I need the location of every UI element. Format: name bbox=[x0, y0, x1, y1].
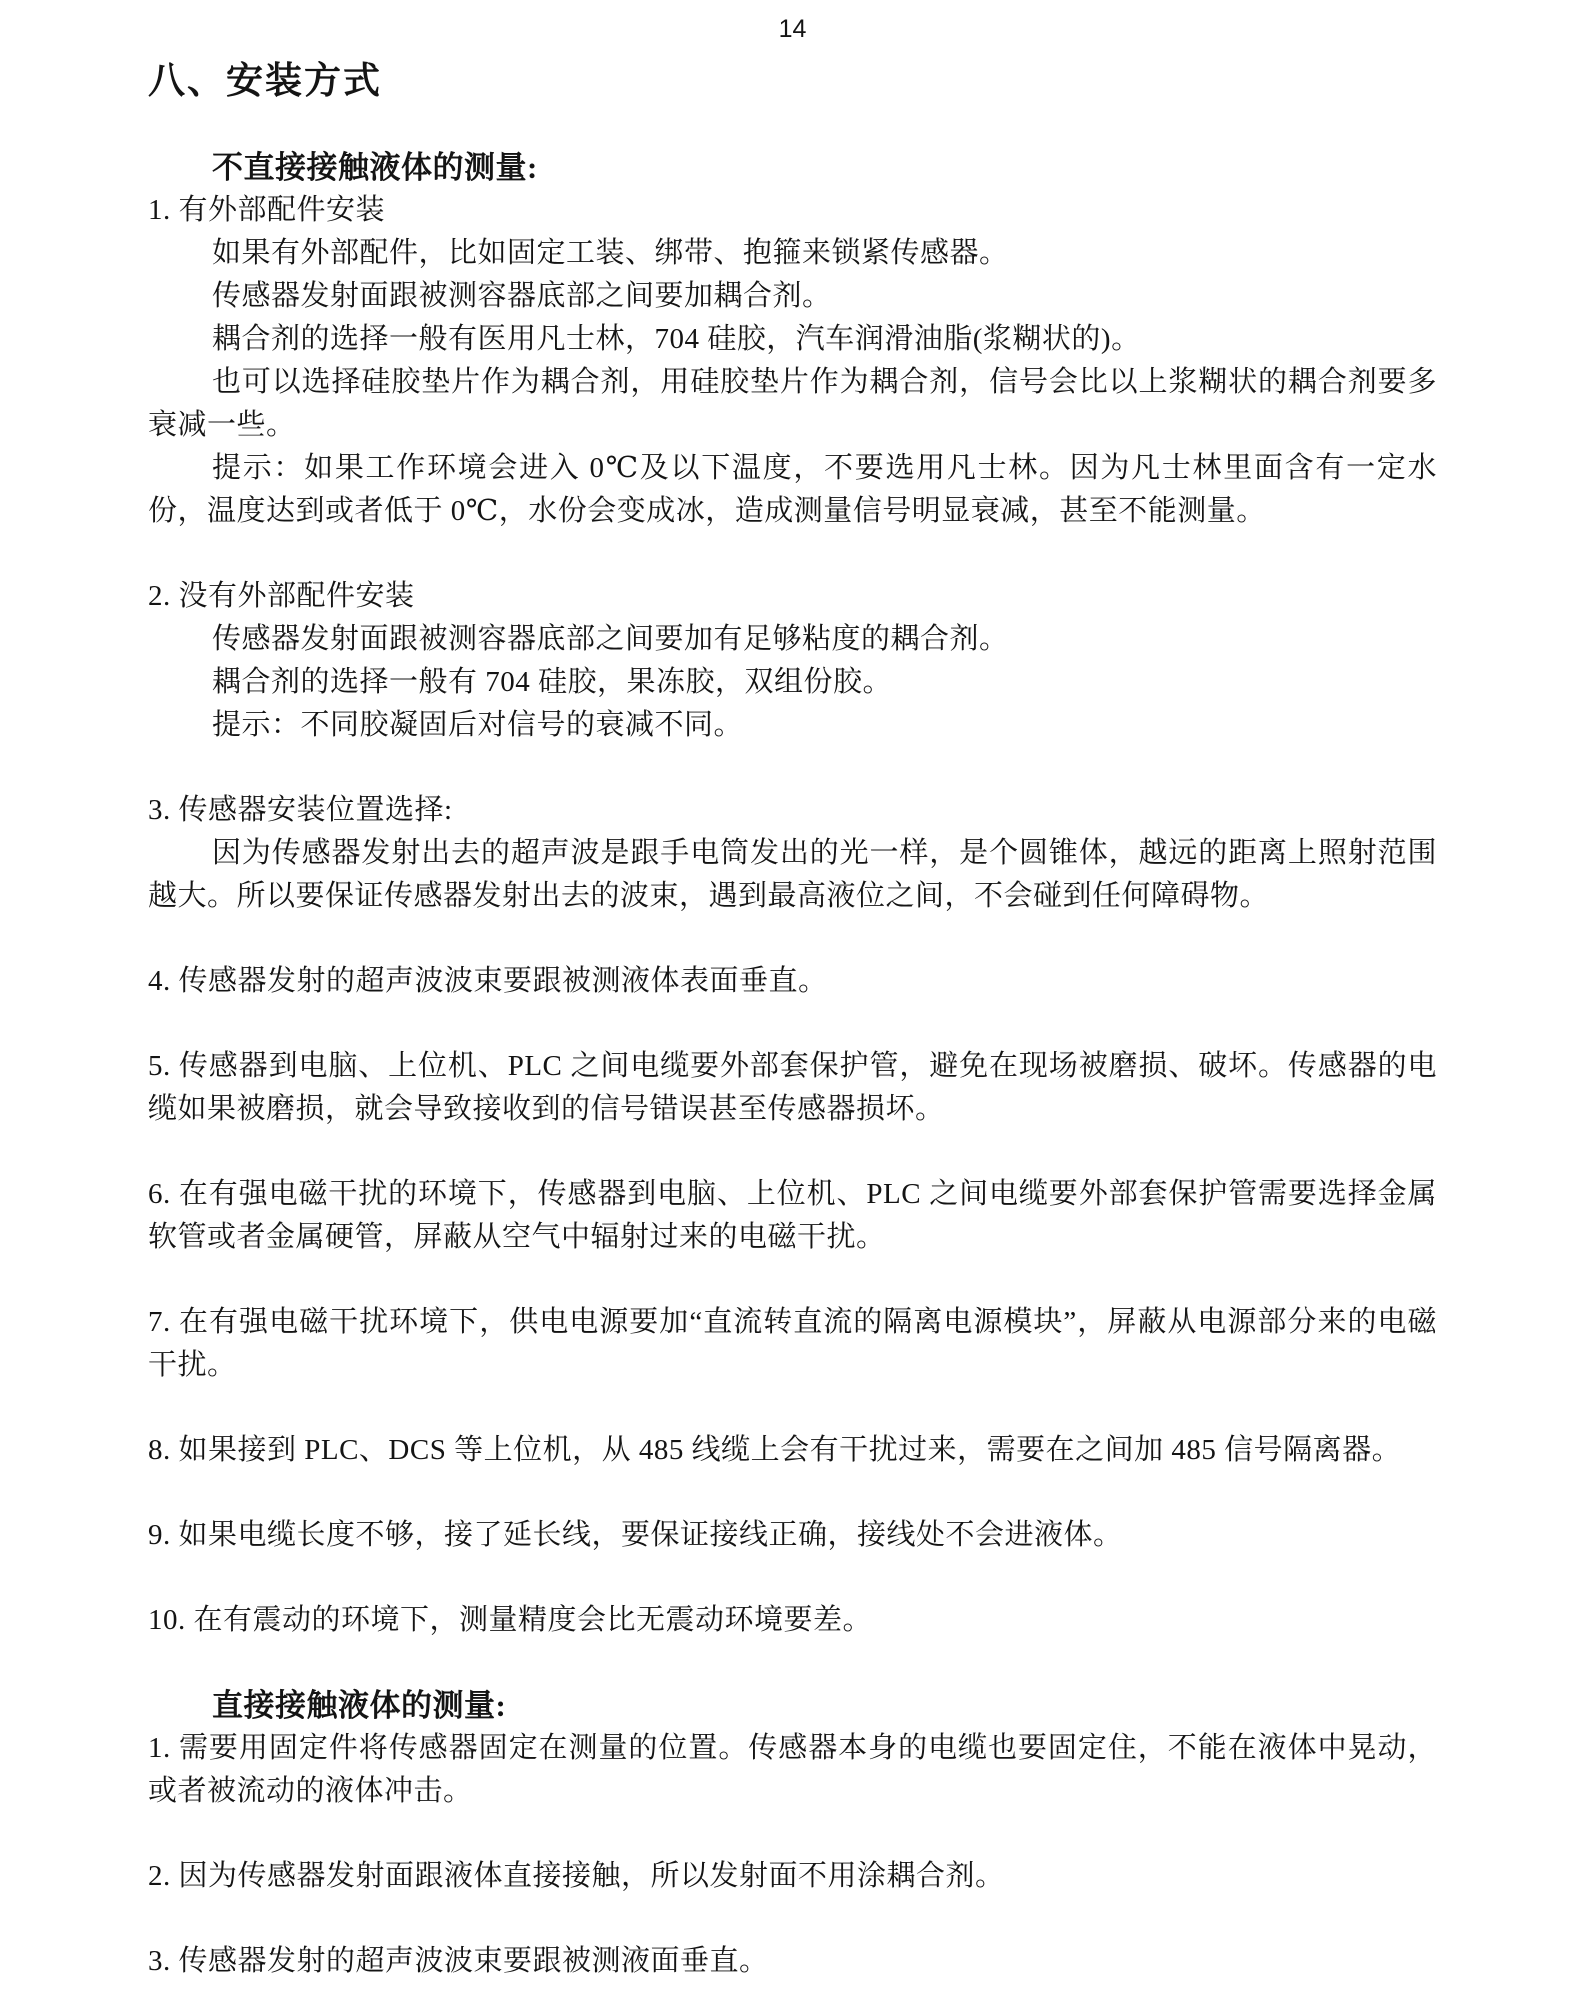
paragraph: 耦合剂的选择一般有 704 硅胶，果冻胶，双组份胶。 bbox=[212, 666, 893, 698]
list-item: 2. 没有外部配件安装 bbox=[148, 580, 415, 612]
list-item: 1. 需要用固定件将传感器固定在测量的位置。传感器本身的电缆也要固定住，不能在液体中晃动，或者被流动的液体冲击。 bbox=[148, 1732, 1437, 1807]
paragraph-tip: 提示：如果工作环境会进入 0℃及以下温度，不要选用凡士林。因为凡士林里面含有一定水份，温度达到或者低于 0℃，水份会变成冰，造成测量信号明显衰减，甚至不能测量。 bbox=[148, 452, 1437, 527]
document-title: 八、安装方式 bbox=[148, 61, 382, 102]
list-item: 9. 如果电缆长度不够，接了延长线，要保证接线正确，接线处不会进液体。 bbox=[148, 1519, 1123, 1551]
paragraph: 因为传感器发射出去的超声波是跟手电筒发出的光一样，是个圆锥体，越远的距离上照射范围越大。所以要保证传感器发射出去的波束，遇到最高液位之间，不会碰到任何障碍物。 bbox=[148, 837, 1437, 912]
paragraph: 传感器发射面跟被测容器底部之间要加耦合剂。 bbox=[212, 280, 832, 312]
list-item: 7. 在有强电磁干扰环境下，供电电源要加“直流转直流的隔离电源模块”，屏蔽从电源部分来的电磁干扰。 bbox=[148, 1306, 1437, 1381]
list-item: 5. 传感器到电脑、上位机、PLC 之间电缆要外部套保护管，避免在现场被磨损、破坏。传感器的电缆如果被磨损，就会导致接收到的信号错误甚至传感器损坏。 bbox=[148, 1050, 1437, 1125]
paragraph: 传感器发射面跟被测容器底部之间要加有足够粘度的耦合剂。 bbox=[212, 623, 1009, 655]
page-number: 14 bbox=[778, 15, 807, 43]
list-item: 1. 有外部配件安装 bbox=[148, 194, 386, 226]
list-item: 4. 传感器发射的超声波波束要跟被测液体表面垂直。 bbox=[148, 965, 828, 997]
paragraph-tip: 提示：不同胶凝固后对信号的衰减不同。 bbox=[212, 709, 744, 741]
list-item: 3. 传感器安装位置选择: bbox=[148, 794, 453, 826]
list-item: 10. 在有震动的环境下，测量精度会比无震动环境要差。 bbox=[148, 1604, 873, 1636]
section-heading-indirect-measurement: 不直接接触液体的测量: bbox=[212, 150, 538, 185]
paragraph: 也可以选择硅胶垫片作为耦合剂，用硅胶垫片作为耦合剂，信号会比以上浆糊状的耦合剂要多衰减一些。 bbox=[148, 366, 1437, 441]
section-heading-direct-measurement: 直接接触液体的测量: bbox=[212, 1688, 507, 1723]
paragraph: 如果有外部配件，比如固定工装、绑带、抱箍来锁紧传感器。 bbox=[212, 237, 1009, 269]
list-item: 6. 在有强电磁干扰的环境下，传感器到电脑、上位机、PLC 之间电缆要外部套保护管需要选择金属软管或者金属硬管，屏蔽从空气中辐射过来的电磁干扰。 bbox=[148, 1178, 1437, 1253]
list-item: 8. 如果接到 PLC、DCS 等上位机，从 485 线缆上会有干扰过来，需要在之间加 485 信号隔离器。 bbox=[148, 1434, 1402, 1466]
list-item: 3. 传感器发射的超声波波束要跟被测液面垂直。 bbox=[148, 1945, 769, 1977]
list-item: 2. 因为传感器发射面跟液体直接接触，所以发射面不用涂耦合剂。 bbox=[148, 1860, 1005, 1892]
paragraph: 耦合剂的选择一般有医用凡士林，704 硅胶，汽车润滑油脂(浆糊状的)。 bbox=[212, 323, 1141, 355]
